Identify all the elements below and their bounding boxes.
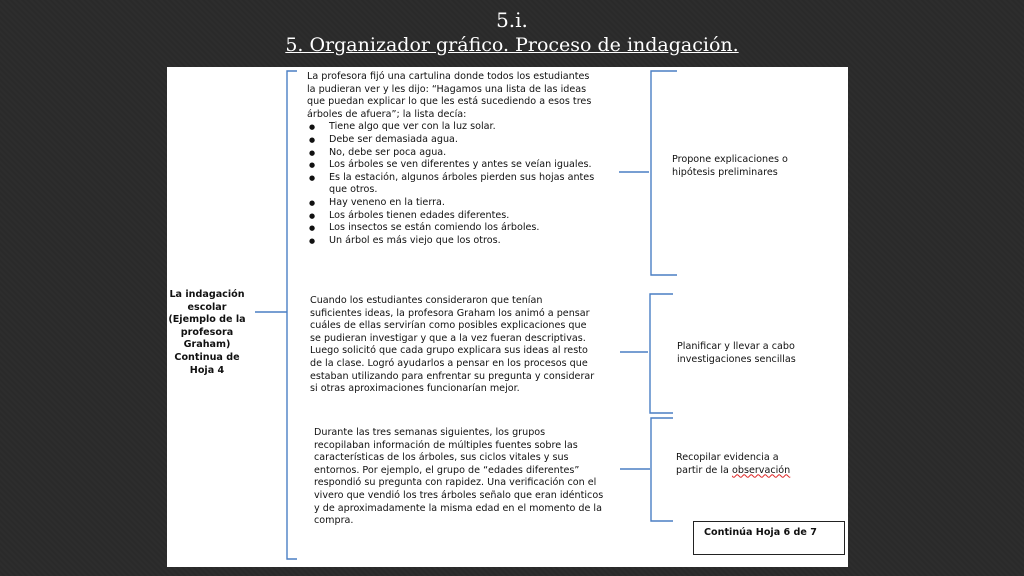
slide-heading: 5. Organizador gráfico. Proceso de indagación. [285,34,739,56]
ideas-list [307,121,599,247]
planning-paragraph-2: Luego solicitó que cada grupo explicara sus ideas al resto de la clase. Logró ayudarlos a pensar en los procesos que estaban utilizando para enfrentar su pregunta y considerar si otras aproximaciones funcionarían mejor. [310,345,595,395]
document-image [167,67,848,567]
left-brace [287,71,297,559]
list-item: ● Los insectos se están comiendo los árboles. [329,222,599,235]
list-item: ● No, debe ser poca agua. [329,147,599,160]
slide-number: 5.i. [496,8,528,32]
ideas-intro: La profesora fijó una cartulina donde todos los estudiantes la pudieran ver y les dijo: “Hagamos una lista de las ideas que puedan explicar lo que les está sucediendo a esos tres árboles de afuera”; la lista decía: [307,71,592,120]
list-item: ● Los árboles tienen edades diferentes. [329,210,599,223]
evidence-block: Durante las tres semanas siguientes, los grupos recopilaban información de múltiples fuentes sobre las características de los árboles, sus ciclos vitales y sus entornos. Por ejemplo, el grupo de “edades diferentes” respondió su pregunta con rapidez. Una verificación con el vivero que vendió los tres árboles señalo que eran idénticos y de aproximadamente la misma edad en el momento de la compra. [314,427,604,527]
continuation-note [693,521,845,555]
left-label: La indagación escolar (Ejemplo de la profesora Graham) Continua de Hoja 4 [168,289,246,376]
ideas-block [307,71,599,247]
list-item: ● Los árboles se ven diferentes y antes se veían iguales. [329,159,599,172]
list-item: ● Tiene algo que ver con la luz solar. [329,121,599,134]
stage-label-evidence: Recopilar evidencia a partir de la observación [676,452,791,476]
planning-paragraph-1: Cuando los estudiantes consideraron que tenían suficientes ideas, la profesora Graham los animó a pensar cuáles de ellas servirían como posibles explicaciones que se pudieran investigar y que a la vez fueran descriptivas. [310,295,590,344]
planning-block [310,295,596,396]
list-item: ● Hay veneno en la tierra. [329,197,599,210]
continuation-text: Continúa Hoja 6 de 7 [704,527,817,538]
spellcheck-word: observación [731,464,791,476]
list-item: ● Es la estación, algunos árboles pierden sus hojas antes que otros. [329,172,599,197]
slide-title [0,8,1024,58]
list-item: ● Debe ser demasiada agua. [329,134,599,147]
list-item: ● Un árbol es más viejo que los otros. [329,235,599,248]
stage-label-hypothesis: Propone explicaciones o hipótesis preliminares [672,154,788,178]
stage-label-investigation: Planificar y llevar a cabo investigaciones sencillas [677,341,796,365]
